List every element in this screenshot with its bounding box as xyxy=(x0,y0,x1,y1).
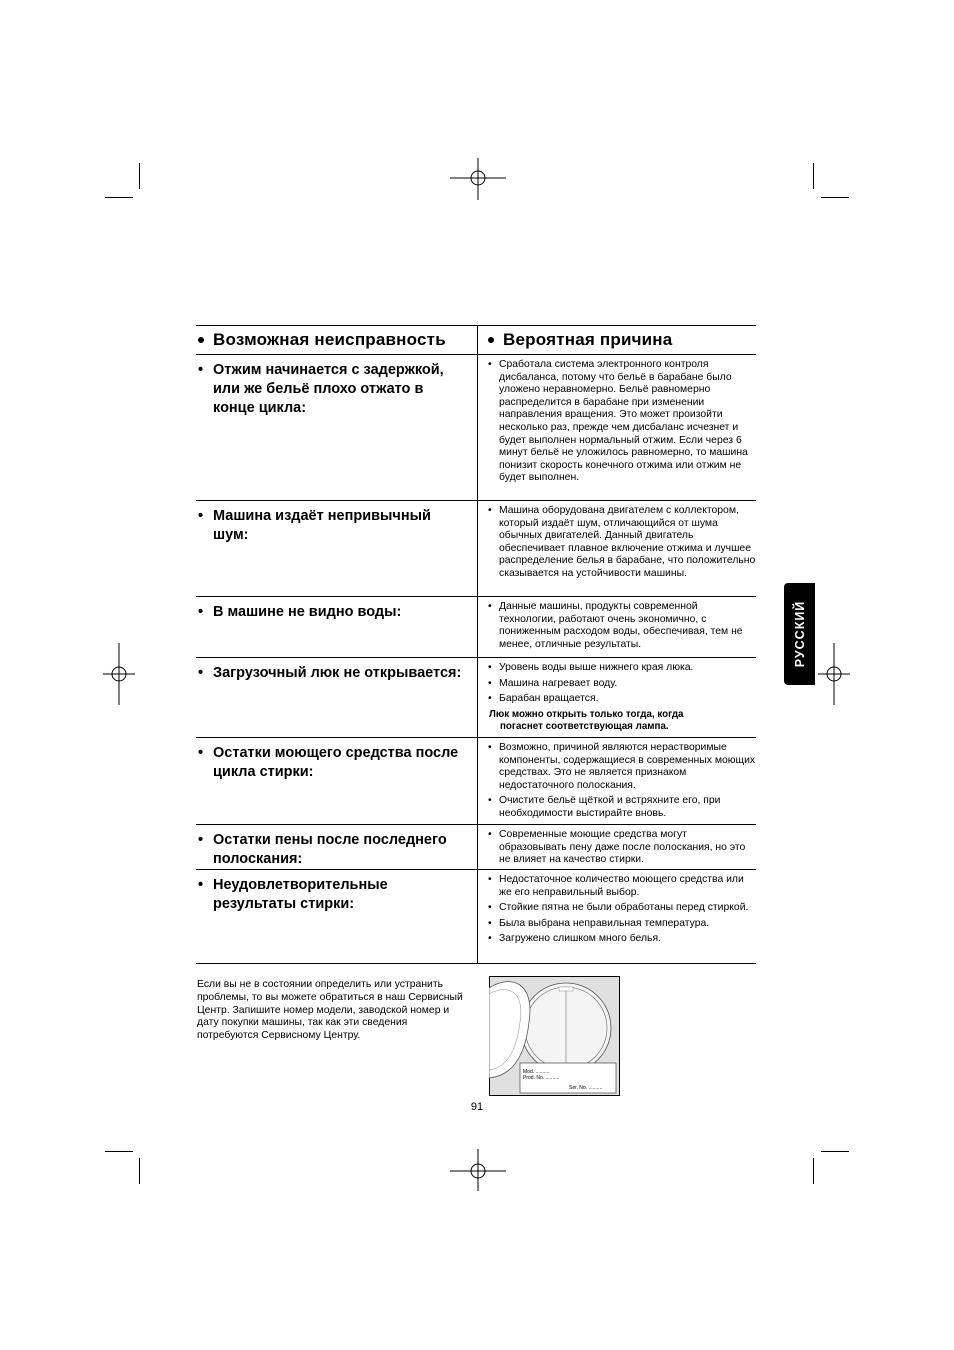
cause-text: Сработала система электронного контроля дисбаланса, потому что бельё в барабане было уложено неравномерно. Бельё равномерно распределится в барабане при изменении направления вращения. Это может произойти несколько раз, прежде чем дисбаланс исчезнет и будет выполнен нормальный отжим. Если через 6 минут бельё не уложилось равномерно, то машина понизит скорость конечного отжима или отжим не будет выполнен. xyxy=(499,359,748,484)
cause-text: Машина оборудована двигателем с коллектором, который издаёт шум, отличающийся от шума обычных двигателей. Данный двигатель обеспечивает плавное включение отжима и лучшее распределение белья в барабане, что положительно сказывается на устойчивости машины. xyxy=(499,505,756,579)
cause-text: Очистите бельё щёткой и встряхните его, при необходимости выстирайте вновь. xyxy=(499,795,721,819)
cause-cell xyxy=(488,662,756,734)
cause-item xyxy=(488,918,756,931)
table-row xyxy=(196,501,756,597)
bullet: • xyxy=(488,662,492,673)
registration-mark-icon xyxy=(818,643,850,705)
language-tab-label: РУССКИЙ xyxy=(792,600,807,668)
cause-cell xyxy=(488,505,756,584)
cause-item xyxy=(488,693,756,706)
table-row xyxy=(196,658,756,738)
cause-text: Современные моющие средства могут образовывать пену даже после полоскания, но это не влияет на качество стирки. xyxy=(499,829,746,866)
bullet: • xyxy=(488,505,492,516)
cause-item xyxy=(488,662,756,675)
table-row xyxy=(196,825,756,870)
column-divider xyxy=(477,658,478,737)
crop-mark xyxy=(821,197,849,198)
cause-text: Была выбрана неправильная температура. xyxy=(499,917,710,929)
door-note-line1: Люк можно открыть только тогда, когда xyxy=(489,708,684,720)
page-number: 91 xyxy=(470,1101,484,1113)
table-header xyxy=(196,325,756,355)
troubleshooting-table xyxy=(196,325,756,964)
crop-mark xyxy=(813,1158,814,1184)
problem-text: Отжим начинается с задержкой, или же бельё плохо отжато в конце цикла: xyxy=(213,362,444,416)
cause-cell xyxy=(488,742,756,824)
problem-cell xyxy=(196,876,466,914)
column-divider xyxy=(477,501,478,596)
problem-cell xyxy=(196,664,466,683)
cause-text: Барабан вращается. xyxy=(499,693,599,705)
cause-text: Недостаточное количество моющего средства или же его неправильный выбор. xyxy=(499,874,744,898)
bullet: • xyxy=(488,902,492,914)
bullet: • xyxy=(488,829,492,840)
bullet: • xyxy=(488,677,492,689)
bullet: • xyxy=(488,795,492,807)
door-note xyxy=(488,709,756,734)
crop-mark xyxy=(105,197,133,198)
cause-item xyxy=(488,505,756,581)
column-divider xyxy=(477,870,478,963)
registration-mark-icon xyxy=(450,150,506,206)
problem-text: Загрузочный люк не открывается: xyxy=(213,665,462,681)
problem-text: Машина издаёт непривычный шум: xyxy=(213,508,431,543)
problem-cell xyxy=(196,831,466,869)
header-cause xyxy=(488,326,672,354)
table-row xyxy=(196,597,756,658)
cause-item xyxy=(488,933,756,946)
bullet-icon xyxy=(488,337,494,343)
column-divider xyxy=(477,825,478,869)
plate-serial: Ser. No. .......... xyxy=(569,1085,603,1091)
door-note-line2: погаснет соответствующая лампа. xyxy=(500,721,669,733)
problem-cell xyxy=(196,603,466,622)
cause-cell xyxy=(488,829,756,870)
cause-item xyxy=(488,829,756,867)
bullet: • xyxy=(198,665,204,681)
bullet: • xyxy=(198,745,204,761)
washing-machine-illustration xyxy=(489,976,620,1096)
column-divider xyxy=(477,355,478,500)
problem-text: Неудовлетворительные результаты стирки: xyxy=(213,877,388,912)
language-tab xyxy=(784,583,815,685)
problem-cell xyxy=(196,507,466,545)
service-note: Если вы не в состоянии определить или устранить проблемы, то вы можете обратиться в наш Сервисный Центр. Запишите номер модели, заводской номер и дату покупки машины, так как эти сведения потребуются Сервисному Центру. xyxy=(197,979,463,1042)
cause-item xyxy=(488,601,756,651)
cause-item xyxy=(488,678,756,691)
header-problem-label: Возможная неисправность xyxy=(213,330,446,349)
bullet: • xyxy=(198,832,204,848)
cause-text: Данные машины, продукты современной технологии, работают очень экономично, с пониженным расходом воды, обеспечивая, тем не менее, отличные результаты. xyxy=(499,601,743,650)
header-cause-label: Вероятная причина xyxy=(503,330,673,349)
bullet: • xyxy=(488,601,492,612)
cause-item xyxy=(488,742,756,792)
crop-mark xyxy=(105,1151,133,1152)
plate-model: Mod. .......... xyxy=(523,1069,550,1075)
column-divider xyxy=(477,597,478,657)
cause-item xyxy=(488,874,756,899)
crop-mark xyxy=(821,1151,849,1152)
bullet: • xyxy=(198,604,204,620)
problem-text: В машине не видно воды: xyxy=(213,604,402,620)
problem-cell xyxy=(196,361,466,418)
bullet: • xyxy=(198,877,204,893)
crop-mark xyxy=(813,163,814,189)
table-row xyxy=(196,355,756,501)
bullet: • xyxy=(488,742,492,753)
registration-mark-icon xyxy=(103,643,135,705)
bullet: • xyxy=(488,933,492,945)
plate-product: Prod. No. .......... xyxy=(523,1075,560,1081)
cause-item xyxy=(488,359,756,485)
bullet: • xyxy=(488,917,492,929)
cause-text: Возможно, причиной являются нерастворимые компоненты, содержащиеся в современных моющих средствах. Это не является признаком недостаточного полоскания. xyxy=(499,742,756,791)
cause-text: Стойкие пятна не были обработаны перед стиркой. xyxy=(499,902,749,914)
column-divider xyxy=(477,738,478,824)
cause-text: Машина нагревает воду. xyxy=(499,677,618,689)
cause-text: Уровень воды выше нижнего края люка. xyxy=(499,662,694,673)
problem-text: Остатки моющего средства после цикла стирки: xyxy=(213,745,459,780)
crop-mark xyxy=(139,1158,140,1184)
bullet: • xyxy=(488,874,492,885)
cause-cell xyxy=(488,601,756,654)
column-divider xyxy=(477,326,478,354)
registration-mark-icon xyxy=(450,1143,506,1199)
bullet: • xyxy=(198,362,204,378)
cause-item xyxy=(488,795,756,820)
cause-item xyxy=(488,902,756,915)
problem-text: Остатки пены после последнего полоскания: xyxy=(213,832,447,867)
bullet-icon xyxy=(198,337,204,343)
bullet: • xyxy=(488,693,492,705)
problem-cell xyxy=(196,744,466,782)
cause-text: Загружено слишком много белья. xyxy=(499,933,661,945)
cause-cell xyxy=(488,874,756,949)
table-row xyxy=(196,870,756,964)
header-problem xyxy=(198,326,446,354)
bullet: • xyxy=(198,508,204,524)
cause-cell xyxy=(488,359,756,488)
crop-mark xyxy=(139,163,140,189)
table-row xyxy=(196,738,756,825)
bullet: • xyxy=(488,359,492,370)
